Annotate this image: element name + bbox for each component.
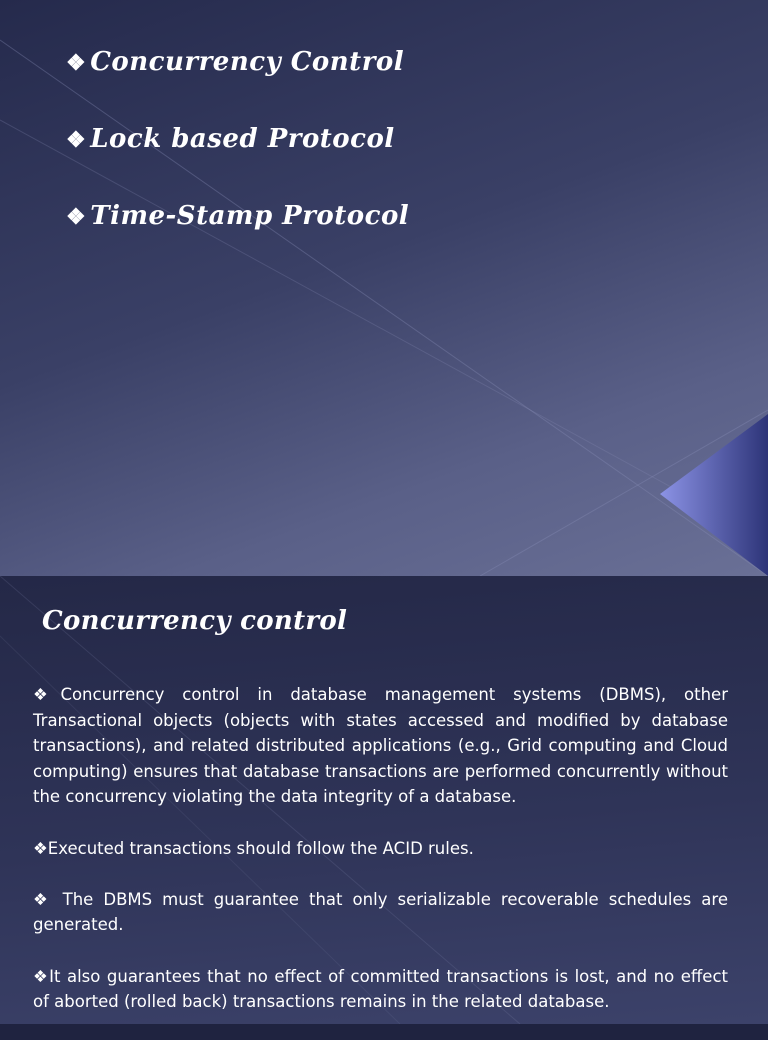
diamond-bullet-icon: ❖ — [66, 127, 87, 153]
topic-item-concurrency-control — [66, 44, 409, 121]
topic-label: Time-Stamp Protocol — [90, 201, 410, 231]
paragraph-acid: ❖Executed transactions should follow the ACID rules. — [33, 838, 474, 858]
paragraph-serializable: ❖ The DBMS must guarantee that only serializable recoverable schedules are generated. — [33, 889, 728, 935]
topic-list — [66, 44, 409, 275]
diamond-bullet-icon: ❖ — [66, 204, 87, 230]
accent-triangle — [660, 414, 768, 576]
topic-label: Lock based Protocol — [90, 124, 395, 154]
topic-label: Concurrency Control — [90, 47, 405, 77]
paragraph-definition: ❖Concurrency control in database management systems (DBMS), other Transactional objects (objects with states accessed and modified by database transactions), and related distributed applications (e.g., Grid computing and Cloud computing) ensures that database transactions are performed concurrently without the concurrency violating the data integrity of a database. — [33, 685, 728, 807]
slide-title: Concurrency control — [42, 606, 348, 636]
topic-item-time-stamp-protocol — [66, 198, 409, 275]
slide-body — [33, 682, 728, 1040]
topic-item-lock-based-protocol — [66, 121, 409, 198]
diamond-bullet-icon: ❖ — [66, 50, 87, 76]
paragraph-committed: ❖It also guarantees that no effect of committed transactions is lost, and no effect of aborted (rolled back) transactions remains in the related database. — [33, 966, 728, 1012]
